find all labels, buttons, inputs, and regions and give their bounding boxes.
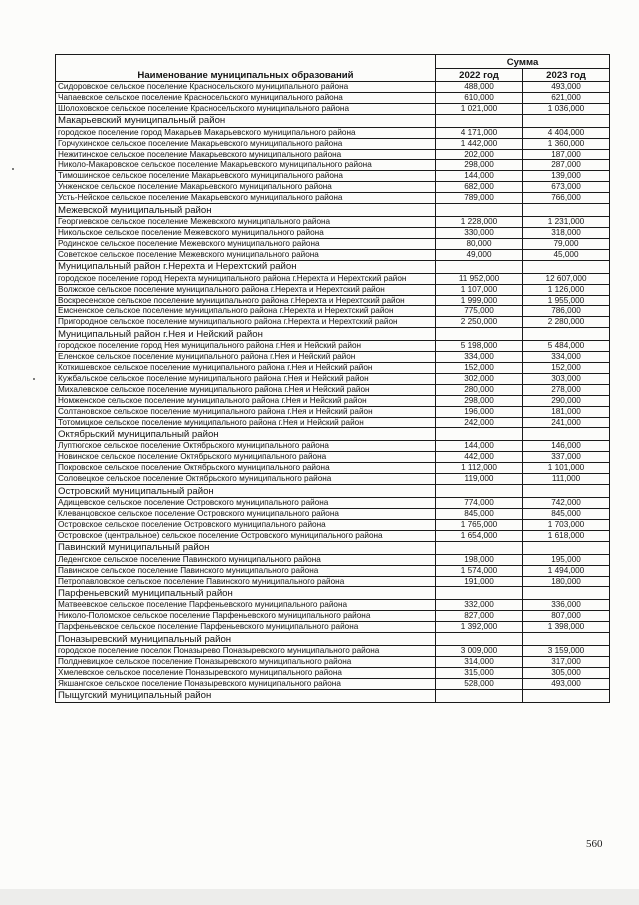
settlement-name: Нежитинское сельское поселение Макарьевского муниципального района — [56, 149, 436, 160]
amount-2022 — [436, 114, 523, 127]
table-row — [56, 352, 610, 363]
district-row — [56, 633, 610, 646]
table-row — [56, 417, 610, 428]
settlement-name: Коткишевское сельское поселение муниципального района г.Нея и Нейский район — [56, 363, 436, 374]
amount-2023: 621,000 — [523, 92, 610, 103]
amount-2023: 4 404,000 — [523, 127, 610, 138]
settlement-name: Соловецкое сельское поселение Октябрьского муниципального района — [56, 474, 436, 485]
table-row — [56, 273, 610, 284]
settlement-name: Островское сельское поселение Островского муниципального района — [56, 519, 436, 530]
table-row — [56, 600, 610, 611]
district-name: Островский муниципальный район — [56, 485, 436, 498]
district-row — [56, 114, 610, 127]
amount-2023: 278,000 — [523, 384, 610, 395]
amount-2022: 280,000 — [436, 384, 523, 395]
settlement-name: Тимошинское сельское поселение Макарьевского муниципального района — [56, 171, 436, 182]
amount-2022 — [436, 587, 523, 600]
amount-2023 — [523, 485, 610, 498]
amount-2022 — [436, 204, 523, 217]
district-name: Макарьевский муниципальный район — [56, 114, 436, 127]
amount-2022: 144,000 — [436, 441, 523, 452]
settlement-name: Тотомицкое сельское поселение муниципального района г.Нея и Нейский район — [56, 417, 436, 428]
budget-table — [55, 54, 610, 703]
page-number: 560 — [586, 838, 603, 850]
settlement-name: Николо-Поломское сельское поселение Парфеньевского муниципального района — [56, 611, 436, 622]
amount-2023: 12 607,000 — [523, 273, 610, 284]
settlement-name: Новинское сельское поселение Октябрьского муниципального района — [56, 452, 436, 463]
amount-2022: 1 999,000 — [436, 295, 523, 306]
table-row — [56, 576, 610, 587]
table-row — [56, 238, 610, 249]
amount-2022: 1 228,000 — [436, 217, 523, 228]
settlement-name: Клеванцовское сельское поселение Островского муниципального района — [56, 509, 436, 520]
amount-2023: 742,000 — [523, 498, 610, 509]
amount-2022: 242,000 — [436, 417, 523, 428]
table-row — [56, 295, 610, 306]
amount-2022: 302,000 — [436, 373, 523, 384]
settlement-name: Хмелевское сельское поселение Поназыревского муниципального района — [56, 667, 436, 678]
amount-2022: 330,000 — [436, 227, 523, 238]
district-name: Парфеньевский муниципальный район — [56, 587, 436, 600]
amount-2022: 202,000 — [436, 149, 523, 160]
amount-2023: 111,000 — [523, 474, 610, 485]
table-header — [56, 55, 610, 82]
settlement-name: Якшангское сельское поселение Поназыревского муниципального района — [56, 678, 436, 689]
amount-2022 — [436, 428, 523, 441]
amount-2022: 298,000 — [436, 395, 523, 406]
district-name: Поназыревский муниципальный район — [56, 633, 436, 646]
amount-2023: 1 494,000 — [523, 565, 610, 576]
amount-2023: 290,000 — [523, 395, 610, 406]
amount-2022: 789,000 — [436, 193, 523, 204]
amount-2023: 766,000 — [523, 193, 610, 204]
district-name: Пыщугский муниципальный район — [56, 689, 436, 702]
settlement-name: Михалевское сельское поселение муниципального района г.Нея и Нейский район — [56, 384, 436, 395]
amount-2022 — [436, 328, 523, 341]
district-name: Межевской муниципальный район — [56, 204, 436, 217]
amount-2022: 845,000 — [436, 509, 523, 520]
amount-2022: 4 171,000 — [436, 127, 523, 138]
settlement-name: Еленское сельское поселение муниципального района г.Нея и Нейский район — [56, 352, 436, 363]
amount-2022: 682,000 — [436, 182, 523, 193]
table-row — [56, 306, 610, 317]
table-row — [56, 149, 610, 160]
table-row — [56, 395, 610, 406]
amount-2023: 1 703,000 — [523, 519, 610, 530]
table-row — [56, 249, 610, 260]
settlement-name: городское поселение город Нея муниципального района г.Нея и Нейский район — [56, 341, 436, 352]
amount-2022: 11 952,000 — [436, 273, 523, 284]
table-row — [56, 317, 610, 328]
settlement-name: Луптюгское сельское поселение Октябрьского муниципального района — [56, 441, 436, 452]
table-row — [56, 622, 610, 633]
settlement-name: Никольское сельское поселение Межевского муниципального района — [56, 227, 436, 238]
amount-2022 — [436, 485, 523, 498]
amount-2023: 1 398,000 — [523, 622, 610, 633]
settlement-name: Павинское сельское поселение Павинского муниципального района — [56, 565, 436, 576]
amount-2022: 314,000 — [436, 657, 523, 668]
table-row — [56, 463, 610, 474]
settlement-name: Николо-Макаровское сельское поселение Макарьевского муниципального района — [56, 160, 436, 171]
amount-2022: 5 198,000 — [436, 341, 523, 352]
scan-speck — [33, 378, 35, 380]
table-row — [56, 373, 610, 384]
settlement-name: городское поселение город Нерехта муниципального района г.Нерехта и Нерехтский район — [56, 273, 436, 284]
header-year-2022: 2022 год — [436, 68, 523, 82]
amount-2023: 152,000 — [523, 363, 610, 374]
table-row — [56, 530, 610, 541]
table-row — [56, 519, 610, 530]
district-name: Муниципальный район г.Нерехта и Нерехтский район — [56, 260, 436, 273]
settlement-name: Родинское сельское поселение Межевского муниципального района — [56, 238, 436, 249]
amount-2022: 315,000 — [436, 667, 523, 678]
amount-2023: 79,000 — [523, 238, 610, 249]
table-row — [56, 646, 610, 657]
amount-2023: 786,000 — [523, 306, 610, 317]
district-name: Октябрьский муниципальный район — [56, 428, 436, 441]
settlement-name: Чапаевское сельское поселение Красносельского муниципального района — [56, 92, 436, 103]
amount-2022 — [436, 541, 523, 554]
amount-2023 — [523, 328, 610, 341]
amount-2022: 1 442,000 — [436, 138, 523, 149]
district-name: Муниципальный район г.Нея и Нейский район — [56, 328, 436, 341]
settlement-name: Пригородное сельское поселение муниципального района г.Нерехта и Нерехтский район — [56, 317, 436, 328]
settlement-name: Сидоровское сельское поселение Красносельского муниципального района — [56, 82, 436, 93]
amount-2023: 807,000 — [523, 611, 610, 622]
amount-2022: 49,000 — [436, 249, 523, 260]
table-row — [56, 441, 610, 452]
amount-2023: 1 036,000 — [523, 103, 610, 114]
amount-2023: 187,000 — [523, 149, 610, 160]
settlement-name: Шолоховское сельское поселение Красносельского муниципального района — [56, 103, 436, 114]
amount-2022: 332,000 — [436, 600, 523, 611]
table-row — [56, 565, 610, 576]
amount-2022: 442,000 — [436, 452, 523, 463]
amount-2022: 528,000 — [436, 678, 523, 689]
table-row — [56, 678, 610, 689]
settlement-name: Волжское сельское поселение муниципального района г.Нерехта и Нерехтский район — [56, 284, 436, 295]
amount-2022: 152,000 — [436, 363, 523, 374]
table-row — [56, 193, 610, 204]
table-row — [56, 227, 610, 238]
amount-2023: 3 159,000 — [523, 646, 610, 657]
district-row — [56, 485, 610, 498]
amount-2022: 144,000 — [436, 171, 523, 182]
table-row — [56, 82, 610, 93]
amount-2022: 3 009,000 — [436, 646, 523, 657]
table-row — [56, 363, 610, 374]
settlement-name: Полдневицкое сельское поселение Поназыревского муниципального района — [56, 657, 436, 668]
amount-2022: 298,000 — [436, 160, 523, 171]
amount-2022: 610,000 — [436, 92, 523, 103]
amount-2023: 845,000 — [523, 509, 610, 520]
amount-2022: 198,000 — [436, 554, 523, 565]
amount-2022: 774,000 — [436, 498, 523, 509]
header-name: Наименование муниципальных образований — [56, 55, 436, 82]
amount-2023: 1 618,000 — [523, 530, 610, 541]
settlement-name: городское поселение город Макарьев Макарьевского муниципального района — [56, 127, 436, 138]
amount-2023: 673,000 — [523, 182, 610, 193]
amount-2023 — [523, 204, 610, 217]
table-row — [56, 182, 610, 193]
amount-2022: 1 112,000 — [436, 463, 523, 474]
amount-2023: 146,000 — [523, 441, 610, 452]
district-row — [56, 204, 610, 217]
amount-2023 — [523, 689, 610, 702]
table-row — [56, 384, 610, 395]
settlement-name: Горчухинское сельское поселение Макарьевского муниципального района — [56, 138, 436, 149]
amount-2023: 181,000 — [523, 406, 610, 417]
amount-2022: 1 021,000 — [436, 103, 523, 114]
amount-2022: 775,000 — [436, 306, 523, 317]
amount-2023: 1 955,000 — [523, 295, 610, 306]
amount-2023: 1 360,000 — [523, 138, 610, 149]
header-year-2023: 2023 год — [523, 68, 610, 82]
district-row — [56, 689, 610, 702]
amount-2023 — [523, 541, 610, 554]
amount-2022: 488,000 — [436, 82, 523, 93]
table-row — [56, 474, 610, 485]
amount-2022 — [436, 689, 523, 702]
amount-2023: 318,000 — [523, 227, 610, 238]
district-name: Павинский муниципальный район — [56, 541, 436, 554]
amount-2023: 241,000 — [523, 417, 610, 428]
amount-2022: 119,000 — [436, 474, 523, 485]
scan-speck — [12, 168, 14, 170]
amount-2023: 45,000 — [523, 249, 610, 260]
district-row — [56, 260, 610, 273]
amount-2023: 139,000 — [523, 171, 610, 182]
settlement-name: Кужбальское сельское поселение муниципального района г.Нея и Нейский район — [56, 373, 436, 384]
amount-2023: 305,000 — [523, 667, 610, 678]
amount-2023: 287,000 — [523, 160, 610, 171]
table-row — [56, 171, 610, 182]
amount-2023 — [523, 260, 610, 273]
table-row — [56, 103, 610, 114]
amount-2023: 317,000 — [523, 657, 610, 668]
amount-2022: 191,000 — [436, 576, 523, 587]
table-row — [56, 138, 610, 149]
table-row — [56, 611, 610, 622]
settlement-name: Советское сельское поселение Межевского муниципального района — [56, 249, 436, 260]
amount-2022: 1 765,000 — [436, 519, 523, 530]
settlement-name: Емсненское сельское поселение муниципального района г.Нерехта и Нерехтский район — [56, 306, 436, 317]
settlement-name: Адищевское сельское поселение Островского муниципального района — [56, 498, 436, 509]
amount-2023: 1 231,000 — [523, 217, 610, 228]
amount-2023: 336,000 — [523, 600, 610, 611]
amount-2023 — [523, 428, 610, 441]
amount-2022 — [436, 633, 523, 646]
table-row — [56, 341, 610, 352]
settlement-name: Солтановское сельское поселение муниципального района г.Нея и Нейский район — [56, 406, 436, 417]
settlement-name: Усть-Нейское сельское поселение Макарьевского муниципального района — [56, 193, 436, 204]
table-row — [56, 657, 610, 668]
table-row — [56, 160, 610, 171]
settlement-name: Георгиевское сельское поселение Межевского муниципального района — [56, 217, 436, 228]
amount-2023 — [523, 587, 610, 600]
settlement-name: Унженское сельское поселение Макарьевского муниципального района — [56, 182, 436, 193]
table-row — [56, 498, 610, 509]
table-row — [56, 406, 610, 417]
table-row — [56, 127, 610, 138]
table-row — [56, 667, 610, 678]
table-row — [56, 554, 610, 565]
amount-2022: 827,000 — [436, 611, 523, 622]
district-row — [56, 541, 610, 554]
amount-2023: 180,000 — [523, 576, 610, 587]
table-row — [56, 217, 610, 228]
amount-2023: 5 484,000 — [523, 341, 610, 352]
amount-2023 — [523, 633, 610, 646]
amount-2023: 1 101,000 — [523, 463, 610, 474]
settlement-name: Парфеньевское сельское поселение Парфеньевского муниципального района — [56, 622, 436, 633]
settlement-name: Воскресенское сельское поселение муниципального района г.Нерехта и Нерехтский район — [56, 295, 436, 306]
amount-2022: 1 574,000 — [436, 565, 523, 576]
amount-2022: 1 392,000 — [436, 622, 523, 633]
district-row — [56, 328, 610, 341]
settlement-name: городское поселение поселок Поназырево Поназыревского муниципального района — [56, 646, 436, 657]
amount-2022 — [436, 260, 523, 273]
amount-2023: 303,000 — [523, 373, 610, 384]
district-row — [56, 587, 610, 600]
amount-2022: 1 654,000 — [436, 530, 523, 541]
settlement-name: Петропавловское сельское поселение Павинского муниципального района — [56, 576, 436, 587]
amount-2022: 2 250,000 — [436, 317, 523, 328]
table-row — [56, 509, 610, 520]
amount-2023: 493,000 — [523, 678, 610, 689]
table-row — [56, 452, 610, 463]
amount-2023: 334,000 — [523, 352, 610, 363]
amount-2023 — [523, 114, 610, 127]
table-row — [56, 92, 610, 103]
amount-2022: 80,000 — [436, 238, 523, 249]
amount-2023: 195,000 — [523, 554, 610, 565]
amount-2022: 1 107,000 — [436, 284, 523, 295]
settlement-name: Номженское сельское поселение муниципального района г.Нея и Нейский район — [56, 395, 436, 406]
table-row — [56, 284, 610, 295]
settlement-name: Матвеевское сельское поселение Парфеньевского муниципального района — [56, 600, 436, 611]
amount-2023: 2 280,000 — [523, 317, 610, 328]
settlement-name: Островское (центральное) сельское поселение Островского муниципального района — [56, 530, 436, 541]
scan-bottom-band — [0, 889, 639, 905]
settlement-name: Леденгское сельское поселение Павинского муниципального района — [56, 554, 436, 565]
amount-2022: 196,000 — [436, 406, 523, 417]
district-row — [56, 428, 610, 441]
amount-2023: 1 126,000 — [523, 284, 610, 295]
table-body — [56, 82, 610, 703]
settlement-name: Покровское сельское поселение Октябрьского муниципального района — [56, 463, 436, 474]
header-sum: Сумма — [436, 55, 610, 69]
amount-2023: 337,000 — [523, 452, 610, 463]
amount-2022: 334,000 — [436, 352, 523, 363]
amount-2023: 493,000 — [523, 82, 610, 93]
